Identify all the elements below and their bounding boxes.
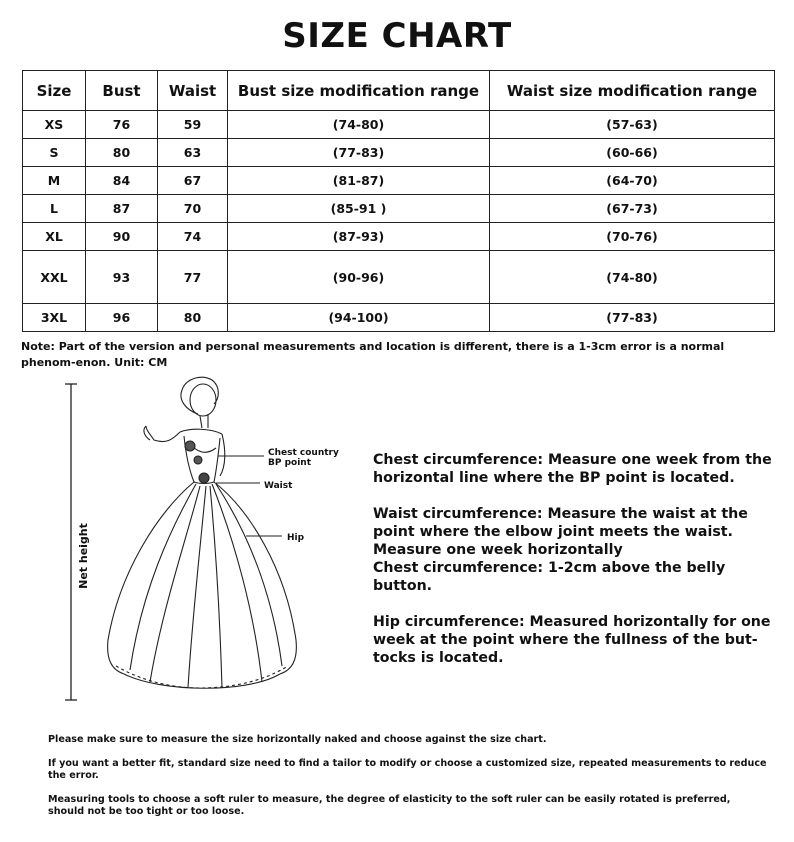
cell-bust-range: (85-91 ) [228,195,490,223]
tip-item: Please make sure to measure the size horizontally naked and choose against the size chart. [48,734,547,745]
hip-description: Hip circumference: Measured horizontally for one week at the point where the fullness of the but-tocks is located. [373,614,771,666]
dress-figure-drawing [108,377,297,688]
measurement-descriptions [373,451,773,685]
cell-bust: 87 [86,195,158,223]
cell-bust-range: (74-80) [228,111,490,139]
tip-item: If you want a better fit, standard size need to find a tailor to modify or choose a customized size, repeated measurements to reduce the error. [48,758,767,781]
cell-waist-range: (74-80) [490,251,775,304]
header-bust: Bust [86,71,158,111]
dress-measurement-figure [50,370,360,710]
table-row [23,223,775,251]
cell-bust-range: (94-100) [228,304,490,332]
measurement-leaders [216,456,282,536]
header-bust-range: Bust size modification range [228,71,490,111]
cell-waist-range: (57-63) [490,111,775,139]
table-row [23,139,775,167]
cell-size: L [23,195,86,223]
cell-bust: 76 [86,111,158,139]
table-row [23,111,775,139]
table-row [23,195,775,223]
cell-bust-range: (90-96) [228,251,490,304]
page-title: SIZE CHART [282,16,512,56]
chest-description: Chest circumference: Measure one week from the horizontal line where the BP point is located. [373,452,772,486]
cell-waist: 70 [158,195,228,223]
cell-bust: 96 [86,304,158,332]
cell-size: M [23,167,86,195]
table-header-row [23,71,775,111]
cell-bust-range: (87-93) [228,223,490,251]
cell-size: XXL [23,251,86,304]
chest-label: Chest country [268,448,339,458]
header-waist-range: Waist size modification range [490,71,775,111]
hip-label: Hip [287,533,305,543]
cell-size: 3XL [23,304,86,332]
cell-bust: 90 [86,223,158,251]
waist-description: Waist circumference: Measure the waist at the point where the elbow joint meets the waist. Measure one week horizontally [373,506,748,558]
net-height-label: Net height [77,523,90,589]
cell-bust-range: (81-87) [228,167,490,195]
cell-waist: 59 [158,111,228,139]
cell-waist: 63 [158,139,228,167]
cell-waist: 77 [158,251,228,304]
cell-size: XL [23,223,86,251]
chest-description-2: Chest circumference: 1-2cm above the belly button. [373,560,726,594]
height-ruler [65,384,77,700]
cell-bust: 84 [86,167,158,195]
cell-waist: 80 [158,304,228,332]
cell-waist-range: (64-70) [490,167,775,195]
table-row [23,167,775,195]
table-row [23,251,775,304]
size-chart-table [22,70,775,332]
measurement-note: Note: Part of the version and personal measurements and location is different, there is a 1-3cm error is a normal phenom-enon. Unit: CM [21,340,725,369]
waist-label: Waist [264,481,293,491]
tip-item: Measuring tools to choose a soft ruler to measure, the degree of elasticity to the soft ruler can be easily rotated is preferred, should not be too tight or too loose. [48,794,731,817]
cell-waist-range: (70-76) [490,223,775,251]
table-row [23,304,775,332]
cell-waist-range: (77-83) [490,304,775,332]
cell-bust-range: (77-83) [228,139,490,167]
header-size: Size [23,71,86,111]
cell-size: S [23,139,86,167]
bp-point-label: BP point [268,458,312,468]
measuring-tips [48,734,768,830]
cell-bust: 93 [86,251,158,304]
cell-waist-range: (60-66) [490,139,775,167]
cell-waist-range: (67-73) [490,195,775,223]
cell-size: XS [23,111,86,139]
cell-waist: 74 [158,223,228,251]
header-waist: Waist [158,71,228,111]
cell-bust: 80 [86,139,158,167]
cell-waist: 67 [158,167,228,195]
